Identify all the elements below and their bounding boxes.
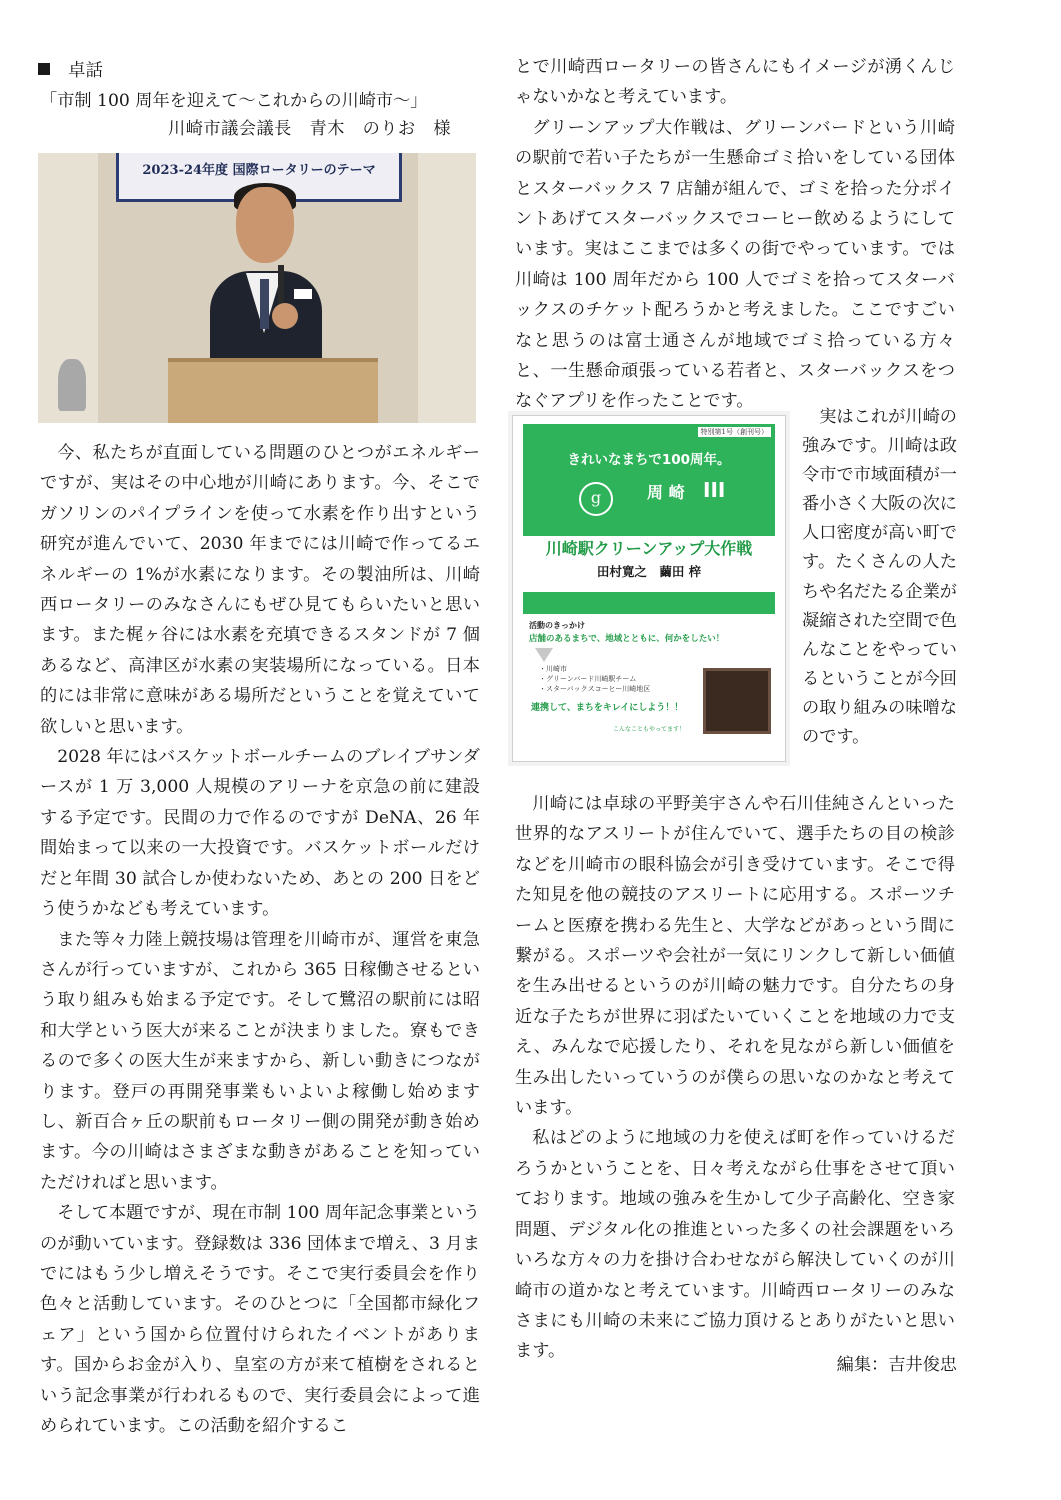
flyer-issue: 特別第1号（創刊号） [698, 427, 771, 437]
flyer-tail: こんなこともやってます！ [613, 726, 686, 733]
flyer-motive: 店舗のあるまちで、地域とともに、何かをしたい！ [529, 634, 725, 644]
flyer-logos [563, 478, 743, 524]
paragraph: 川崎には卓球の平野美宇さんや石川佳純さんといった世界的なアスリートが住んでいて、選手たちの目の検診などを川崎市の眼科協会が引き受けています。そこで得た知見を他の競技のアスリートに応用する。スポーツチームと医療を携わる先生と、大学などがあっという間に繋がる。スポーツや会社が一気にリンクして新しい価値を生み出せるというのが川崎の魅力です。自分たちの身近な子たちが世界に羽ばたいていくことを地域の力で支え、みんなで応援したり、それを見ながら新しい価値を生み出したいっていうのが僕らの思いなのかなと考えています。 [515, 794, 955, 1119]
list-item: ・川崎市 [539, 665, 567, 673]
flyer-slogan: きれいなまちで100周年。 [567, 452, 731, 468]
editor-credit: 編集：吉井俊忠 [836, 1355, 957, 1375]
flyer-header [523, 424, 775, 536]
name-badge [294, 289, 312, 299]
speaker-tie [260, 279, 269, 329]
paragraph: また等々力陸上競技場は管理を川崎市が、運営を東急さんが行っていますが、これから 365 日稼働させるという取り組みも始まる予定です。そして鷺沼の駅前には昭和大学という医大が来ることが決まりました。寮もできるので多くの医大生が来ますから、新しい動きにつながります。登戸の再開発事業もいよいよ稼働し始めますし、新百合ヶ丘の駅前もロータリー側の開発が動き始めます。今の川崎はさまざまな動きがあることを知っていただければと思います。 [40, 929, 480, 1193]
flyer-section: 活動のきっかけ [529, 620, 585, 630]
flyer-call: 連携して、まちをキレイにしよう！！ [531, 703, 684, 713]
flyer-title: 川崎駅クリーンアップ大作戦 [545, 539, 753, 558]
speaker-photo [38, 153, 476, 423]
paragraph: とで川崎西ロータリーの皆さんにもイメージが湧くんじゃないかなと考えています。 [515, 57, 955, 108]
right-column-top [515, 52, 955, 417]
microphone-icon [278, 265, 284, 307]
section-header [38, 57, 103, 82]
cleanup-flyer [512, 415, 786, 762]
greenbird-logo-icon: g [579, 482, 613, 516]
down-arrow-icon [535, 648, 553, 662]
talk-title: 「市制 100 周年を迎えて〜これからの川崎市〜」 [40, 91, 428, 111]
speaker-hand [272, 303, 298, 329]
section-label: 卓話 [68, 61, 103, 81]
beside-figure-text [802, 403, 957, 752]
flyer-green-bar [523, 592, 775, 614]
centennial-logo: III [703, 478, 726, 502]
kawasaki-logo: 周 崎 [647, 483, 685, 502]
paragraph: グリーンアップ大作戦は、グリーンバードという川崎の駅前で若い子たちが一生懸命ゴミ拾いをしている団体とスターバックス 7 店舗が組んで、ゴミを拾った分ポイントあげてスターバックスでコーヒー飲めるようにしています。実はここまでは多くの街でやっています。では川崎は 100 周年だから 100 人でゴミを拾ってスターバックスのチケット配ろうかと考えました。ここですごいなと思うのは富士通さんが地域でゴミ拾っている方々と、一生懸命頑張っている若者と、スターバックスをつなぐアプリを作ったことです。 [515, 117, 955, 412]
list-item: ・スターバックスコーヒー川崎地区 [539, 685, 651, 693]
paragraph: 実はこれが川崎の強みです。川崎は政令市で市域面積が一番小さく大阪の次に人口密度が高い町です。たくさんの人たちや名だたる企業が凝縮された空間で色んなことをやっているということが今回の取り組みの味噌なのです。 [802, 407, 957, 748]
flyer-list [539, 664, 650, 694]
flyer-authors: 田村寛之 繭田 梓 [596, 564, 702, 579]
right-column-bottom [515, 789, 955, 1367]
paragraph: そして本題ですが、現在市制 100 周年記念事業というのが動いています。登録数は 336 団体まで増え、3 月までにはもう少し増えそうです。そこで実行委員会を作り色々と活動しています。そのひとつに「全国都市緑化フェア」という国から位置付けられたイベントがあります。国からお金が入り、皇室の方が来て植樹をされるという記念事業が行われるもので、実行委員会によって進められています。この活動を紹介するこ [40, 1203, 480, 1436]
banner-text: 2023-24年度 国際ロータリーのテーマ [142, 163, 376, 178]
speaker-name: 川崎市議会議長 青木 のりお 様 [168, 119, 452, 139]
curtain-right [418, 153, 476, 423]
speaker-face [236, 187, 294, 263]
flyer-photo [703, 668, 771, 734]
square-bullet-icon [38, 63, 50, 75]
podium [168, 358, 378, 423]
paragraph: 今、私たちが直面している問題のひとつがエネルギーですが、実はその中心地が川崎にあります。今、そこでガソリンのパイプラインを使って水素を作り出すという研究が進んでいて、2030 年までには川崎で作ってるエネルギーの 1%が水素になります。その製油所は、川崎西ロータリーのみなさんにもぜひ見てもらいたいと思います。また梶ヶ谷には水素を充填できるスタンドが 7 個あるなど、高津区が水素の実装場所になっている。日本的には非常に意味がある場所だということを覚えていて欲しいと思います。 [40, 443, 480, 737]
paragraph: 私はどのように地域の力を使えば町を作っていけるだろうかということを、日々考えながら仕事をさせて頂いております。地域の強みを生かして少子高齢化、空き家問題、デジタル化の推進といった多くの社会課題をいろいろな方々の力を掛け合わせながら解決していくのが川崎市の道かなと考えています。川崎西ロータリーのみなさまにも川崎の未来にご協力頂けるとありがたいと思います。 [515, 1128, 955, 1362]
bell-icon [58, 359, 86, 411]
paragraph: 2028 年にはバスケットボールチームのブレイブサンダースが 1 万 3,000 人規模のアリーナを京急の前に建設する予定です。民間の力で作るのですが DeNA、26 年間始まって以来の一大投資です。バスケットボールだけだと年間 30 試合しか使わないため、あとの 200 日をどう使うかなども考えています。 [40, 747, 480, 920]
list-item: ・グリーンバード川崎駅チーム [539, 675, 637, 683]
left-column [40, 438, 480, 1441]
